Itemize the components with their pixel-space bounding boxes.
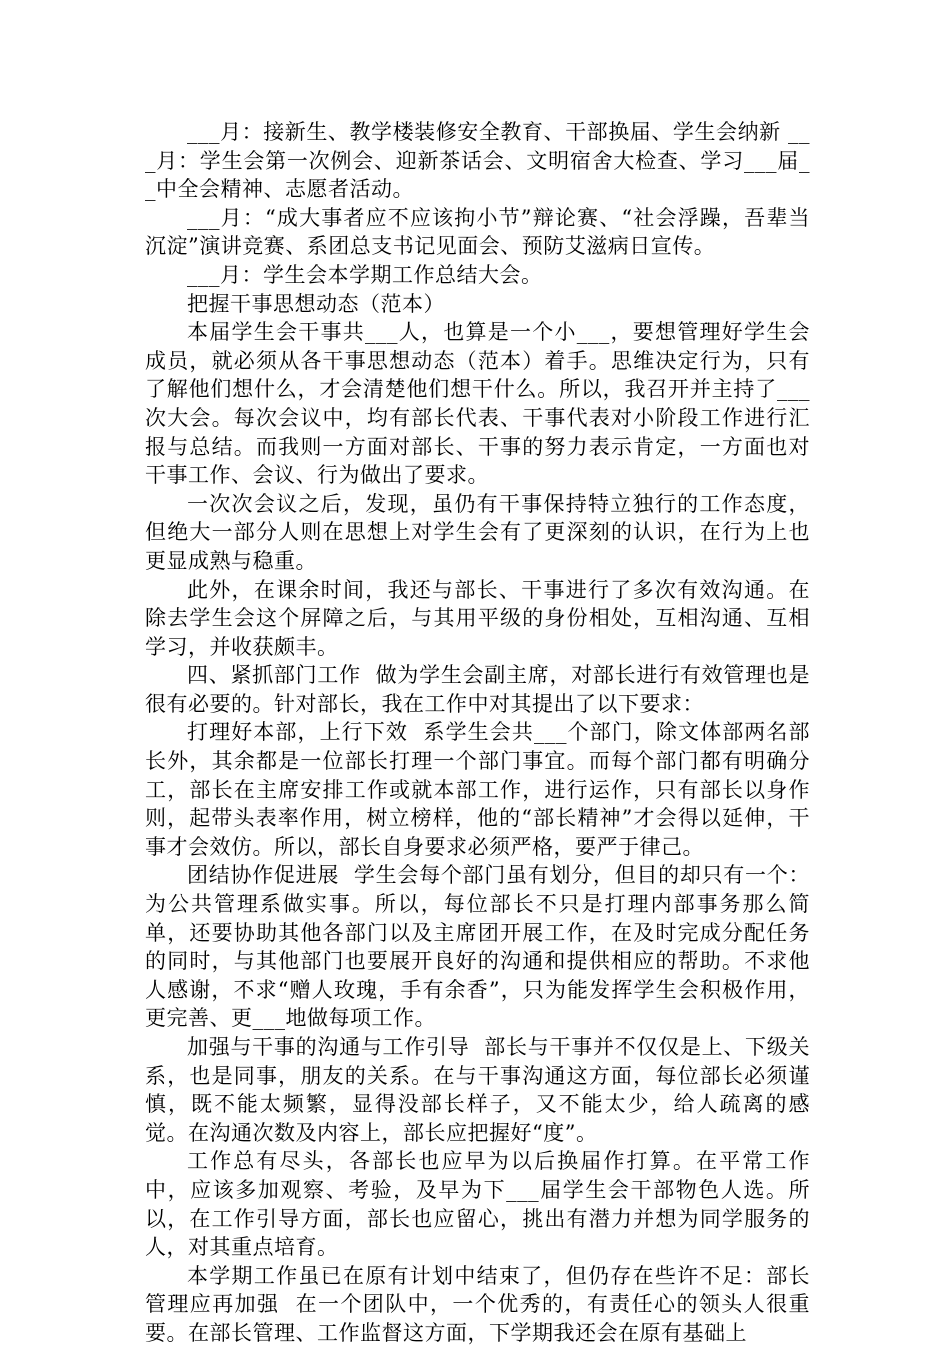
paragraph-shortcomings: 本学期工作虽已在原有计划中结束了，但仍存在些许不足：部长管理应再加强 在一个团队中，一个优秀的，有责任心的领头人很重要。在部长管理、工作监督这方面，下学期我还会在原有基础上 [145,1263,810,1345]
paragraph-staff-guidance: 加强与干事的沟通与工作引导 部长与干事并不仅仅是上、下级关系，也是同事，朋友的关系。在与干事沟通这方面，每位部长必须谨慎，既不能太频繁，显得没部长样子，又不能太少，给人疏离的感觉。在沟通次数及内容上，部长应把握好“度”。 [145,1035,810,1145]
paragraph-manage-department: 打理好本部，上行下效 系学生会共___个部门，除文体部两名部长外，其余都是一位部长打理一个部门事宜。而每个部门都有明确分工，部长在主席安排工作或就本部工作，进行运作，只有部长以身作则，起带头表率作用，树立榜样，他的“部长精神”才会得以延伸，干事才会效仿。所以，部长自身要求必须严格，要严于律己。 [145,720,810,859]
paragraph-meetings: 本届学生会干事共___人，也算是一个小___，要想管理好学生会成员，就必须从各干事思想动态（范本）着手。思维决定行为，只有了解他们想什么，才会清楚他们想干什么。所以，我召开并主持了___次大会。每次会议中，均有部长代表、干事代表对小阶段工作进行汇报与总结。而我则一方面对部长、干事的努力表示肯定，一方面也对干事工作、会议、行为做出了要求。 [145,320,810,488]
paragraph-schedule-events: ___月：“成大事者应不应该拘小节”辩论赛、“社会浮躁，吾辈当沉淀”演讲竞赛、系团总支书记见面会、预防艾滋病日宣传。 [145,205,810,259]
section-heading-department-work: 四、紧抓部门工作 做为学生会副主席，对部长进行有效管理也是很有必要的。针对部长，我在工作中对其提出了以下要求： [145,663,810,716]
paragraph-schedule-months: ___月：接新生、教学楼装修安全教育、干部换届、学生会纳新 ___月：学生会第一次例会、迎新茶话会、文明宿舍大检查、学习___届__中全会精神、志愿者活动。 [145,120,810,202]
paragraph-schedule-summary: ___月：学生会本学期工作总结大会。 [187,262,543,287]
paragraph-communication: 此外，在课余时间，我还与部长、干事进行了多次有效沟通。在除去学生会这个屏障之后，与其用平级的身份相处，互相沟通、互相学习，并收获颇丰。 [145,577,810,659]
paragraph-succession: 工作总有尽头，各部长也应早为以后换届作打算。在平常工作中，应该多加观察、考验，及早为下___届学生会干部物色人选。所以，在工作引导方面，部长也应留心，挑出有潜力并想为同学服务的人，对其重点培育。 [145,1149,810,1260]
paragraph-teamwork: 团结协作促进展 学生会每个部门虽有划分，但目的却只有一个：为公共管理系做实事。所以，每位部长不只是打理内部事务那么简单，还要协助其他各部门以及主席团开展工作，在及时完成分配任务的同时，与其他部门也要展开良好的沟通和提供相应的帮助。不求他人感谢，不求“赠人玫瑰，手有余香”，只为能发挥学生会积极作用，更完善、更___地做每项工作。 [145,863,810,1031]
paragraph-meeting-outcome: 一次次会议之后，发现，虽仍有干事保持特立独行的工作态度，但绝大一部分人则在思想上对学生会有了更深刻的认识，在行为上也更显成熟与稳重。 [145,491,810,573]
section-heading-thought-dynamics: 把握干事思想动态（范本） [187,291,445,316]
